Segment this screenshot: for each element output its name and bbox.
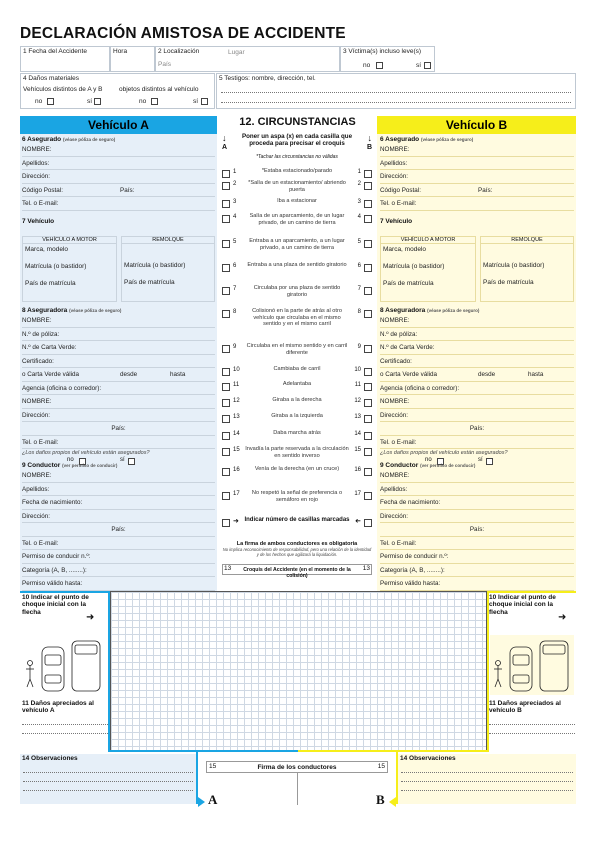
- checkbox-victims-si[interactable]: [424, 62, 431, 69]
- field-address-b[interactable]: Dirección:: [380, 170, 574, 184]
- circ-text: Giraba a la derecha: [272, 397, 322, 403]
- field-greencard-b[interactable]: N.º de Carta Verde:: [380, 341, 574, 355]
- circ-text: Giraba a la izquierda: [271, 413, 323, 419]
- checkbox-circ-a[interactable]: [222, 415, 230, 423]
- circ-text: Entraba a un aparcamiento, a un lugar privado, a un camino de tierra: [249, 238, 345, 251]
- label-victims: 3 Víctima(s) incluso leve(s): [343, 48, 422, 55]
- section-vehicle-a: [22, 218, 215, 287]
- signature-label-a: A: [208, 792, 218, 807]
- field-ins-address-a[interactable]: Dirección:: [22, 409, 215, 423]
- checkbox-obj-no[interactable]: [151, 98, 158, 105]
- arrow-left-icon: ➜: [355, 518, 361, 525]
- checkbox-circ-a[interactable]: [222, 448, 230, 456]
- label-make-a: Marca, modelo: [25, 246, 68, 253]
- label-postal-a: Código Postal:: [22, 186, 63, 194]
- label-trailer-country-a: País de matrícula: [124, 279, 175, 286]
- section-driver-b: [380, 462, 574, 591]
- circ-number-a: 6: [233, 263, 237, 269]
- label-circ-instructions: Poner un aspa (x) en cada casilla que proceda para precisar el croquis: [241, 133, 353, 148]
- checkbox-circ-b[interactable]: [364, 492, 372, 500]
- arrow-down-b-icon: ↓: [367, 133, 372, 143]
- checkbox-circ-b[interactable]: [364, 287, 372, 295]
- label-veh-no: no: [35, 98, 43, 105]
- checkbox-circ-b[interactable]: [364, 368, 372, 376]
- label-from-b: desde: [478, 371, 496, 378]
- field-surname-a[interactable]: Apellidos:: [22, 157, 215, 171]
- field-postal-b[interactable]: [380, 184, 574, 198]
- field-greencard-valid-a[interactable]: [22, 368, 215, 382]
- label-plate-b: Matrícula (o bastidor): [383, 263, 445, 270]
- circ-text: Cambiaba de carril: [273, 366, 321, 372]
- checkbox-circ-b[interactable]: [364, 182, 372, 190]
- circumstance-row: [222, 238, 372, 256]
- circ-number-a: 2: [233, 181, 237, 187]
- field-witnesses-box[interactable]: [216, 73, 576, 109]
- label-trailer-b: REMOLQUE: [481, 237, 573, 244]
- frame-line-b-top: [487, 591, 576, 593]
- field-drv-country-a[interactable]: País:: [22, 523, 215, 537]
- pointer-a-icon: [198, 797, 205, 807]
- arrow-down-a-icon: ↓: [222, 133, 227, 143]
- circ-number-b: 11: [354, 382, 361, 388]
- label-other-objects: objetos distintos al vehículo: [119, 86, 199, 93]
- signature-row[interactable]: [206, 761, 388, 773]
- label-obj-no: no: [139, 98, 147, 105]
- sketch-title-row: [222, 564, 372, 579]
- checkbox-circ-a[interactable]: [222, 310, 230, 318]
- circ-text: Adelantaba: [282, 381, 312, 387]
- checkbox-veh-si[interactable]: [94, 98, 101, 105]
- field-cert-b[interactable]: Certificado:: [380, 355, 574, 369]
- note-driver-a: (ver permiso de conducir): [62, 463, 118, 468]
- circ-number-a: 10: [233, 367, 240, 373]
- circ-number-a: 1: [233, 169, 237, 175]
- circ-text: Iba a estacionar: [277, 198, 317, 204]
- circumstance-row: [222, 343, 372, 361]
- field-tel-a[interactable]: Tel. o E-mail:: [22, 197, 215, 211]
- field-ins-name-a[interactable]: NOMBRE:: [22, 314, 215, 328]
- checkbox-circ-b[interactable]: [364, 383, 372, 391]
- field-drv-surname-a[interactable]: Apellidos:: [22, 483, 215, 497]
- label-veh-si: sí: [87, 98, 93, 105]
- signature-divider: [297, 773, 298, 805]
- circ-number-a: 14: [233, 431, 240, 437]
- checkbox-circ-a[interactable]: [222, 200, 230, 208]
- field-drv-birth-a[interactable]: Fecha de nacimiento:: [22, 496, 215, 510]
- label-insured-a: 6 Asegurado: [22, 136, 62, 143]
- field-agency-a[interactable]: Agencia (oficina o corredor):: [22, 382, 215, 396]
- label-damage-insured-b: ¿Los daños propios del vehículo están asegurados?: [380, 450, 508, 456]
- field-drv-valid-a[interactable]: Permiso válido hasta:: [22, 577, 215, 591]
- checkbox-circ-a[interactable]: [222, 399, 230, 407]
- label-impact-b: 10 Indicar el punto de choque inicial con la flecha: [489, 594, 556, 616]
- section-insured-b: [380, 136, 574, 211]
- checkbox-circ-b[interactable]: [364, 345, 372, 353]
- label-victims-no: no: [363, 62, 371, 69]
- checkbox-count-a[interactable]: [222, 519, 230, 527]
- circumstance-row: [222, 490, 372, 508]
- checkbox-circ-a[interactable]: [222, 345, 230, 353]
- label-sketch: Croquis del Accidente (en el momento de la colisión): [243, 566, 351, 579]
- field-drv-address-a[interactable]: Dirección:: [22, 510, 215, 524]
- circ-text: Daba marcha atrás: [273, 430, 321, 436]
- label-col-b: B: [366, 144, 372, 151]
- section-observations-a[interactable]: [20, 754, 196, 804]
- field-drv-name-a[interactable]: NOMBRE:: [22, 469, 215, 483]
- label-insurer-b: 8 Aseguradora: [380, 307, 426, 314]
- signature-notice: [222, 541, 372, 557]
- sketch-area[interactable]: [110, 591, 487, 751]
- section-damage-b: [489, 700, 575, 734]
- section-insurer-a: [22, 307, 215, 466]
- car-diagram-b[interactable]: [490, 635, 574, 695]
- field-drv-license-b[interactable]: Permiso de conducir n.º:: [380, 550, 574, 564]
- field-greencard-a[interactable]: N.º de Carta Verde:: [22, 341, 215, 355]
- label-motor-b: VEHÍCULO A MOTOR: [381, 237, 475, 244]
- label-victims-si: sí: [416, 62, 422, 69]
- circ-number-b: 10: [354, 367, 361, 373]
- circumstance-row: [222, 262, 372, 280]
- label-trailer-a: REMOLQUE: [122, 237, 214, 244]
- label-plate-country-a: País de matrícula: [25, 280, 76, 287]
- label-postal-b: Código Postal:: [380, 186, 421, 194]
- label-motor-a: VEHÍCULO A MOTOR: [23, 237, 116, 244]
- label-witnesses: 5 Testigos: nombre, dirección, tel.: [219, 75, 316, 82]
- checkbox-circ-a[interactable]: [222, 492, 230, 500]
- field-drv-valid-b[interactable]: Permiso válido hasta:: [380, 577, 574, 591]
- circumstance-row: [222, 213, 372, 231]
- circumstance-row: [222, 285, 372, 303]
- circ-number-a: 5: [233, 239, 237, 245]
- checkbox-circ-a[interactable]: [222, 170, 230, 178]
- checkbox-circ-b[interactable]: [364, 264, 372, 272]
- label-greencard-valid-a: o Carta Verde válida: [22, 371, 80, 378]
- field-drv-address-b[interactable]: Dirección:: [380, 510, 574, 524]
- circ-text: Salía de un aparcamiento, de un lugar privado, de un camino de tierra: [249, 213, 345, 226]
- circ-text: Circulaba en el mismo sentido y en carril diferente: [246, 343, 348, 356]
- arrow-right-icon: ➜: [233, 518, 239, 525]
- field-surname-b[interactable]: Apellidos:: [380, 157, 574, 171]
- circ-number-b: 1: [357, 169, 361, 175]
- circ-number-b: 4: [357, 214, 361, 220]
- label-vehicle-b: 7 Vehículo: [380, 218, 413, 225]
- checkbox-circ-b[interactable]: [364, 448, 372, 456]
- page-title: DECLARACIÓN AMISTOSA DE ACCIDENTE: [20, 25, 346, 42]
- label-ins-no-b: no: [425, 457, 432, 463]
- label-damage-a: 11 Daños apreciados al vehículo A: [22, 700, 94, 715]
- label-date: 1 Fecha del Accidente: [23, 48, 87, 55]
- circumstance-row: [222, 413, 372, 431]
- label-trailer-country-b: País de matrícula: [483, 279, 534, 286]
- checkbox-circ-a[interactable]: [222, 468, 230, 476]
- label-place: Lugar: [228, 49, 245, 56]
- field-ins-country-b[interactable]: País:: [380, 422, 574, 436]
- header-circumstances: 12. CIRCUNSTANCIAS: [239, 116, 356, 128]
- field-tel-b[interactable]: Tel. o E-mail:: [380, 197, 574, 211]
- label-time: Hora: [113, 48, 128, 55]
- label-ins-si-a: sí: [120, 457, 125, 463]
- circumstance-row: [222, 466, 372, 484]
- section-observations-b[interactable]: [398, 754, 576, 804]
- label-impact-a: 10 Indicar el punto de choque inicial con la flecha: [22, 594, 89, 616]
- field-drv-tel-a[interactable]: Tel. o E-mail:: [22, 537, 215, 551]
- note-driver-b: (ver permiso de conducir): [420, 463, 476, 468]
- label-to-b: hasta: [528, 371, 544, 378]
- section-insured-a: [22, 136, 215, 211]
- field-cert-a[interactable]: Certificado:: [22, 355, 215, 369]
- arrow-impact-b-icon: ➜: [558, 612, 567, 623]
- frame-line-a-bottom: [108, 750, 298, 752]
- field-drv-license-a[interactable]: Permiso de conducir n.º:: [22, 550, 215, 564]
- checkbox-circ-b[interactable]: [364, 432, 372, 440]
- field-drv-category-a[interactable]: Categoría (A, B, ........):: [22, 564, 215, 578]
- circ-number-a: 16: [233, 467, 240, 473]
- section-insurer-b: [380, 307, 574, 466]
- circ-number-b: 9: [357, 344, 361, 350]
- circumstance-row: [222, 446, 372, 464]
- field-location-box[interactable]: [155, 46, 340, 72]
- label-ins-si-b: sí: [478, 457, 483, 463]
- circ-number-b: 12: [354, 398, 361, 404]
- circumstances-instructions: [222, 133, 372, 160]
- car-diagram-a[interactable]: [24, 635, 106, 695]
- field-agency-b[interactable]: Agencia (oficina o corredor):: [380, 382, 574, 396]
- circ-number-a: 7: [233, 286, 237, 292]
- label-other-vehicles: Vehículos distintos de A y B: [23, 86, 103, 93]
- label-trailer-plate-b: Matrícula (o bastidor): [483, 262, 545, 269]
- label-driver-a: 9 Conductor: [22, 462, 61, 469]
- field-ins-country-a[interactable]: País:: [22, 422, 215, 436]
- field-ins-address-b[interactable]: Dirección:: [380, 409, 574, 423]
- circ-text: Circulaba por una plaza de sentido giratorio: [253, 285, 341, 298]
- field-ins-surname-a[interactable]: NOMBRE:: [22, 395, 215, 409]
- field-drv-country-b[interactable]: País:: [380, 523, 574, 537]
- label-15-a: 15: [209, 763, 217, 770]
- section-damage-a: [22, 700, 108, 734]
- label-damages: 4 Daños materiales: [23, 75, 79, 82]
- checkbox-circ-a[interactable]: [222, 215, 230, 223]
- label-insured-b: 6 Asegurado: [380, 136, 420, 143]
- field-policy-a[interactable]: N.º de póliza:: [22, 328, 215, 342]
- label-location: 2 Localización: [158, 48, 200, 55]
- field-time-box[interactable]: [110, 46, 155, 72]
- checkbox-circ-a[interactable]: [222, 432, 230, 440]
- circ-number-a: 17: [233, 491, 240, 497]
- field-drv-tel-b[interactable]: Tel. o E-mail:: [380, 537, 574, 551]
- circ-number-b: 8: [357, 309, 361, 315]
- field-address-a[interactable]: Dirección:: [22, 170, 215, 184]
- field-ins-surname-b[interactable]: NOMBRE:: [380, 395, 574, 409]
- field-damages-box: [20, 73, 215, 109]
- circ-number-b: 15: [354, 447, 361, 453]
- field-drv-name-b[interactable]: NOMBRE:: [380, 469, 574, 483]
- circ-number-a: 3: [233, 199, 237, 205]
- arrow-impact-a-icon: ➜: [86, 612, 95, 623]
- header-vehicle-b: Vehículo B: [377, 116, 576, 134]
- label-signature-note: No implica reconocimiento de responsabilidad, pero una relación de la identidad y de los hechos que agilizará la liquidación.: [222, 547, 372, 558]
- circumstance-row: [222, 180, 372, 198]
- label-damage-insured-a: ¿Los daños propios del vehículo están asegurados?: [22, 450, 150, 456]
- checkbox-circ-a[interactable]: [222, 240, 230, 248]
- label-observations-a: 14 Observaciones: [22, 755, 78, 762]
- field-ins-tel-a[interactable]: Tel. o E-mail:: [22, 436, 215, 450]
- circ-number-a: 9: [233, 344, 237, 350]
- label-obj-si: sí: [193, 98, 199, 105]
- signature-label-b: B: [376, 792, 385, 807]
- header-vehicle-a: Vehículo A: [20, 116, 217, 134]
- field-drv-surname-b[interactable]: Apellidos:: [380, 483, 574, 497]
- label-driver-b: 9 Conductor: [380, 462, 419, 469]
- checkbox-circ-a[interactable]: [222, 182, 230, 190]
- checkbox-circ-b[interactable]: [364, 468, 372, 476]
- circ-number-a: 12: [233, 398, 240, 404]
- section-driver-a: [22, 462, 215, 591]
- label-insurer-a: 8 Aseguradora: [22, 307, 68, 314]
- label-signature-mandatory: La firma de ambos conductores es obligatoria: [236, 541, 358, 547]
- checkbox-victims-no[interactable]: [376, 62, 383, 69]
- note-insurer-a: (véase póliza de seguro): [69, 308, 122, 313]
- label-country-a: País:: [120, 186, 135, 194]
- label-15-b: 15: [377, 763, 385, 770]
- field-ins-name-b[interactable]: NOMBRE:: [380, 314, 574, 328]
- circ-text: Invadía la parte reservada a la circulación en sentido inverso: [245, 446, 349, 459]
- checkbox-circ-b[interactable]: [364, 215, 372, 223]
- field-date-box[interactable]: [20, 46, 110, 72]
- note-insured-a: (véase póliza de seguro): [62, 137, 116, 142]
- circumstance-row: [222, 308, 372, 326]
- label-observations-b: 14 Observaciones: [400, 755, 456, 762]
- label-ins-no-a: no: [67, 457, 74, 463]
- circ-number-a: 11: [233, 382, 240, 388]
- section-vehicle-b: [380, 218, 574, 287]
- circ-text: Entraba a una plaza de sentido giratorio: [247, 262, 347, 268]
- label-damage-b: 11 Daños apreciados al vehículo B: [489, 700, 561, 715]
- field-name-a[interactable]: NOMBRE:: [22, 143, 215, 157]
- label-signatures: Firma de los conductores: [257, 763, 337, 771]
- label-from-a: desde: [120, 371, 138, 378]
- checkbox-circ-b[interactable]: [364, 240, 372, 248]
- checkbox-circ-a[interactable]: [222, 383, 230, 391]
- checkbox-circ-b[interactable]: [364, 170, 372, 178]
- label-country: País: [158, 61, 172, 68]
- circ-text: No respetó la señal de preferencia o semáforo en rojo: [251, 490, 343, 503]
- circ-number-a: 13: [233, 414, 240, 420]
- circ-number-b: 3: [357, 199, 361, 205]
- circ-number-b: 5: [357, 239, 361, 245]
- checkbox-circ-b[interactable]: [364, 310, 372, 318]
- checkbox-circ-b[interactable]: [364, 415, 372, 423]
- frame-line-a-left: [108, 591, 110, 751]
- checkbox-circ-a[interactable]: [222, 368, 230, 376]
- note-insurer-b: (véase póliza de seguro): [427, 308, 480, 313]
- row-marked-count: [222, 516, 372, 530]
- circ-number-b: 6: [357, 263, 361, 269]
- field-policy-b[interactable]: N.º de póliza:: [380, 328, 574, 342]
- label-plate-country-b: País de matrícula: [383, 280, 434, 287]
- field-drv-category-b[interactable]: Categoría (A, B, ........):: [380, 564, 574, 578]
- label-marked-count: Indicar número de casillas marcadas: [244, 517, 350, 523]
- checkbox-circ-b[interactable]: [364, 399, 372, 407]
- field-drv-birth-b[interactable]: Fecha de nacimiento:: [380, 496, 574, 510]
- checkbox-veh-no[interactable]: [47, 98, 54, 105]
- label-circ-note: *Tachar las circunstancias no válidas: [256, 153, 338, 160]
- field-ins-tel-b[interactable]: Tel. o E-mail:: [380, 436, 574, 450]
- circ-number-a: 8: [233, 309, 237, 315]
- circ-number-b: 7: [357, 286, 361, 292]
- circ-text: *Salía de un estacionamiento/ abriendo puerta: [248, 180, 346, 193]
- circ-text: Colisionó en la parte de atrás al otro vehículo que circulaba en el mismo sentido y en el mismo carril: [252, 308, 342, 328]
- frame-line-b-bottom: [298, 750, 487, 752]
- circ-number-b: 2: [357, 181, 361, 187]
- label-to-a: hasta: [170, 371, 186, 378]
- field-victims-box: [340, 46, 435, 72]
- checkbox-obj-si[interactable]: [201, 98, 208, 105]
- field-postal-a[interactable]: [22, 184, 215, 198]
- circ-number-a: 15: [233, 447, 240, 453]
- checkbox-circ-a[interactable]: [222, 264, 230, 272]
- pointer-b-icon: [389, 797, 396, 807]
- circ-number-b: 14: [354, 431, 361, 437]
- checkbox-circ-a[interactable]: [222, 287, 230, 295]
- field-name-b[interactable]: NOMBRE:: [380, 143, 574, 157]
- note-insured-b: (véase póliza de seguro): [420, 137, 474, 142]
- checkbox-circ-b[interactable]: [364, 200, 372, 208]
- frame-line-a-top: [20, 591, 110, 593]
- field-greencard-valid-b[interactable]: [380, 368, 574, 382]
- label-greencard-valid-b: o Carta Verde válida: [380, 371, 438, 378]
- circ-text: Venía de la derecha (en un cruce): [254, 466, 340, 472]
- label-make-b: Marca, modelo: [383, 246, 426, 253]
- circ-number-b: 17: [354, 491, 361, 497]
- label-plate-a: Matrícula (o bastidor): [25, 263, 87, 270]
- label-trailer-plate-a: Matrícula (o bastidor): [124, 262, 186, 269]
- circ-number-b: 16: [354, 467, 361, 473]
- circ-number-a: 4: [233, 214, 237, 220]
- label-vehicle-a: 7 Vehículo: [22, 218, 55, 225]
- circ-number-b: 13: [354, 414, 361, 420]
- label-13-a: 13: [224, 565, 232, 572]
- checkbox-count-b[interactable]: [364, 519, 372, 527]
- label-country-b: País:: [478, 186, 493, 194]
- circ-text: *Estaba estacionado/parado: [261, 168, 333, 174]
- label-13-b: 13: [362, 565, 370, 572]
- label-col-a: A: [222, 144, 228, 151]
